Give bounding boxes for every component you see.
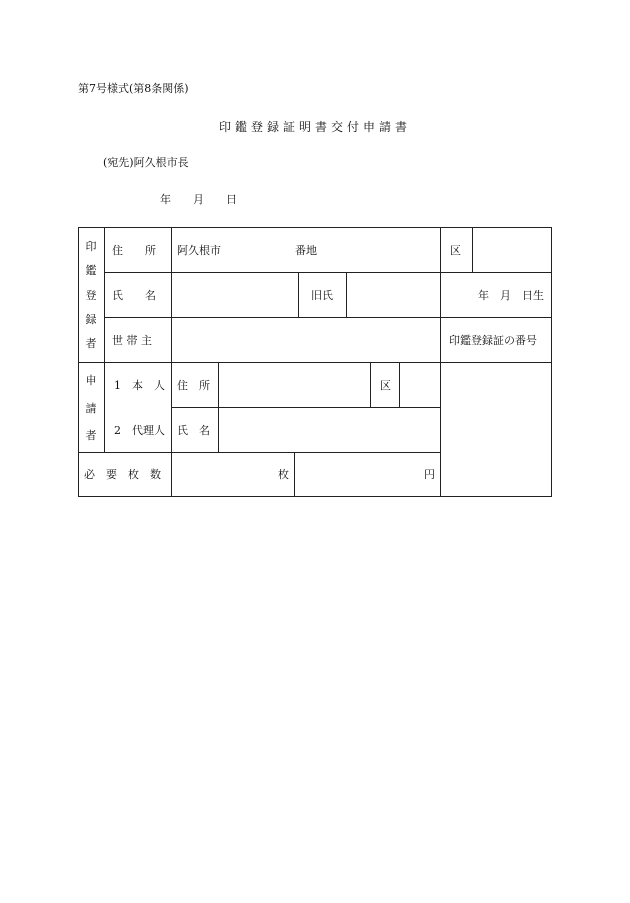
registrant-name-label: 氏 名 [112,289,156,302]
section-char: 者 [85,429,97,442]
date-month-label: 月 [193,193,204,206]
rule [218,362,219,452]
section-char: 申 [85,374,97,387]
rule [78,227,552,228]
fee-unit-label: 円 [424,468,435,481]
registrant-address-label: 住 所 [112,244,156,257]
rule [171,227,172,497]
rule [78,496,552,497]
rule [78,452,440,453]
rule [298,272,299,317]
copies-unit-label: 枚 [278,468,289,481]
form-title: 印鑑登録証明書交付申請書 [218,120,411,134]
former-name-label: 旧氏 [311,289,333,302]
rule [440,227,441,497]
registrant-address-banchi: 番地 [295,244,317,257]
section-char: 印 [85,240,97,253]
section-char: 鑑 [85,264,97,277]
application-date [160,194,259,205]
rule [346,272,347,317]
rule [472,227,473,272]
applicant-address-label: 住 所 [177,379,210,392]
addressee: (宛先)阿久根市長 [103,156,189,169]
section-char: 者 [85,337,97,350]
date-day-label: 日 [226,193,237,206]
option-agent-label: 2 代理人 [114,424,165,437]
application-table [78,227,552,497]
section-char: 録 [85,313,97,326]
section-char: 請 [85,402,97,415]
registrant-address-city: 阿久根市 [177,244,221,257]
rule [399,362,400,407]
card-number-label: 印鑑登録証の番号 [449,334,537,347]
form-number: 第7号様式(第8条関係) [78,82,189,95]
applicant-name-label: 氏 名 [177,424,210,437]
quantity-label: 必 要 枚 数 [84,468,161,481]
date-year-label: 年 [160,193,171,206]
rule [370,362,371,407]
applicant-ward-label: 区 [380,379,391,392]
rule [294,452,295,497]
rule [551,227,552,497]
birth-date-label: 年 月 日生 [478,289,544,302]
household-head-label: 世 帯 主 [112,334,152,347]
rule [104,227,105,452]
section-char: 登 [85,289,97,302]
option-self-label: 1 本 人 [114,379,165,392]
rule [171,407,440,408]
registrant-ward-label: 区 [450,244,461,257]
rule [78,362,552,363]
